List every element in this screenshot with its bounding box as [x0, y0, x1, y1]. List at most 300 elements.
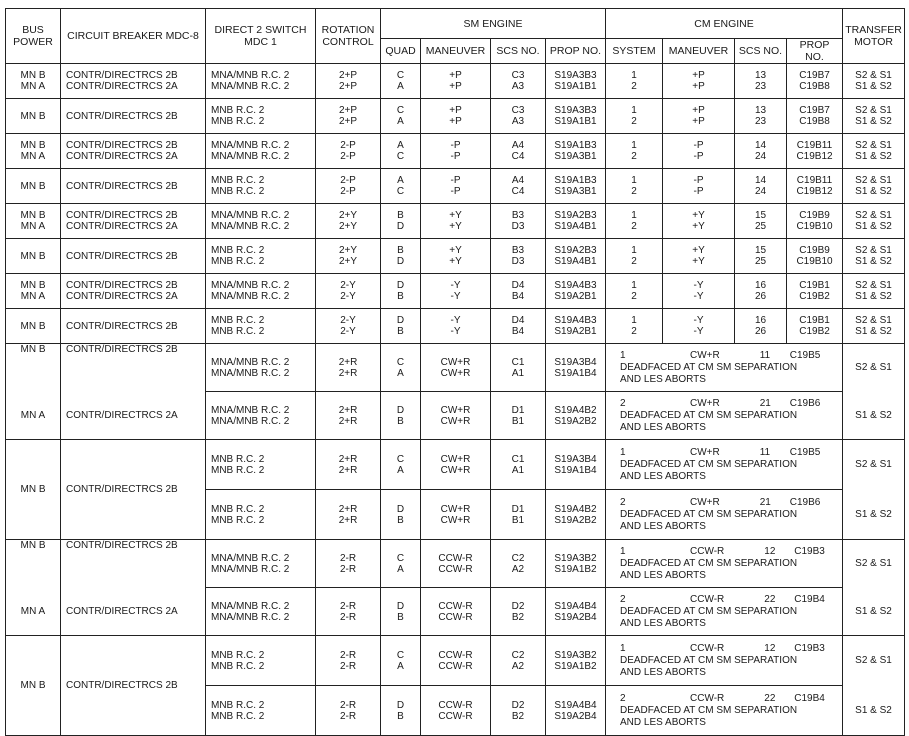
sm-prop-cell-line: S19A1B4: [554, 464, 597, 476]
sm-quad-cell-line: A: [397, 563, 404, 575]
bus-cell: MN B: [6, 540, 61, 588]
cm-deadface-cell: [606, 588, 843, 636]
transfer-motor-cell-line: S2 & S1: [855, 245, 892, 256]
cm-maneuver-cell: [663, 204, 735, 239]
sm-maneuver-cell: [421, 440, 491, 490]
transfer-motor-cell: S1 & S2: [843, 490, 905, 540]
sm-prop-cell: [546, 686, 606, 736]
sm-quad-cell-line: C: [396, 649, 405, 661]
sm-quad-cell-line: B: [397, 245, 404, 256]
sm-quad-cell: [381, 169, 421, 204]
switch-cell-line: MNB R.C. 2: [211, 105, 265, 116]
sm-prop-cell: [546, 239, 606, 274]
bus-cell: [6, 134, 61, 169]
sm-prop-cell-line: S19A3B1: [554, 151, 597, 162]
sm-scs-cell-line: D2: [511, 699, 525, 711]
sm-scs-cell-line: A2: [511, 660, 525, 672]
sm-maneuver-cell-line: CW+R: [440, 503, 471, 515]
switch-cell: [206, 239, 316, 274]
sm-scs-cell-line: B3: [511, 210, 525, 221]
sm-prop-cell: [546, 274, 606, 309]
sm-maneuver-cell-line: CCW-R: [438, 552, 473, 564]
sm-prop-cell: [546, 636, 606, 686]
cm-scs-cell-line: 23: [754, 81, 767, 92]
sm-scs-cell-line: A3: [511, 116, 525, 127]
breaker-cell-line: CONTR/DIRECTRCS 2B: [66, 210, 178, 221]
table-row: [6, 239, 905, 274]
switch-cell: [206, 588, 316, 636]
cm-maneuver-cell: [663, 134, 735, 169]
cm-maneuver-cell: [663, 169, 735, 204]
transfer-motor-cell-line: S2 & S1: [855, 280, 892, 291]
deadface-note-line: DEADFACED AT CM SM SEPARATION: [620, 409, 798, 421]
rotation-cell-line: 2+P: [338, 81, 358, 92]
rotation-cell-line: 2-P: [340, 186, 356, 197]
cm-prop-value: C19B3: [794, 642, 825, 654]
sm-scs-cell-line: C1: [511, 356, 525, 368]
cm-prop-cell: [787, 274, 843, 309]
sm-maneuver-cell-line: CCW-R: [438, 649, 473, 661]
bus-cell-line: MN B: [20, 70, 46, 81]
sm-maneuver-cell-line: CCW-R: [438, 660, 473, 672]
cm-prop-value: C19B4: [794, 692, 825, 704]
breaker-cell-line: CONTR/DIRECTRCS 2A: [66, 291, 178, 302]
sm-maneuver-cell: [421, 134, 491, 169]
table-row: [6, 99, 905, 134]
bus-cell: [6, 204, 61, 239]
cm-system-cell-line: 2: [631, 81, 637, 92]
rotation-cell-line: 2+R: [338, 503, 358, 515]
cm-scs-value: 11: [759, 349, 771, 361]
sm-prop-cell: [546, 64, 606, 99]
sm-prop-cell-line: S19A4B4: [554, 699, 597, 711]
rotation-cell: [316, 309, 381, 344]
rotation-cell-line: 2-R: [339, 611, 357, 623]
transfer-motor-cell-line: S1 & S2: [855, 221, 892, 232]
cm-maneuver-cell: [663, 274, 735, 309]
sm-quad-cell-line: A: [397, 175, 404, 186]
sm-prop-cell-line: S19A4B1: [554, 221, 597, 232]
transfer-motor-cell: [843, 274, 905, 309]
deadface-note-line: DEADFACED AT CM SM SEPARATION: [620, 654, 798, 666]
deadface-note-line: AND LES ABORTS: [620, 520, 706, 532]
sm-prop-cell: [546, 440, 606, 490]
cm-prop-value: C19B6: [789, 496, 821, 508]
deadface-note-line: DEADFACED AT CM SM SEPARATION: [620, 458, 798, 470]
sm-scs-cell-line: C3: [511, 70, 525, 81]
switch-cell-line: MNA/MNB R.C. 2: [211, 404, 290, 416]
switch-cell-line: MNA/MNB R.C. 2: [211, 280, 290, 291]
bus-cell-line: MN B: [20, 250, 46, 262]
breaker-cell: [61, 274, 206, 309]
switch-cell-line: MNA/MNB R.C. 2: [211, 151, 290, 162]
cm-deadface-cell: [606, 686, 843, 736]
cm-scs-cell: [735, 169, 787, 204]
rotation-cell-line: 2+R: [338, 464, 358, 476]
sm-prop-cell-line: S19A4B4: [554, 600, 597, 612]
sm-quad-cell-line: B: [397, 514, 404, 526]
breaker-cell-line: CONTR/DIRECTRCS 2B: [66, 110, 178, 122]
bus-cell-line: MN B: [20, 320, 46, 332]
switch-cell: [206, 440, 316, 490]
sm-maneuver-cell: [421, 344, 491, 392]
sm-scs-cell-line: C2: [511, 552, 525, 564]
cm-deadface-cell: [606, 440, 843, 490]
sm-prop-cell-line: S19A4B3: [554, 315, 597, 326]
rotation-cell-line: 2-R: [339, 563, 357, 575]
cm-system-cell: [606, 99, 663, 134]
transfer-motor-cell-line: S1 & S2: [855, 326, 892, 337]
breaker-cell: [61, 309, 206, 344]
cm-system-cell-line: 1: [631, 140, 637, 151]
sm-maneuver-cell-line: -Y: [450, 280, 461, 291]
deadface-note-line: AND LES ABORTS: [620, 373, 706, 385]
switch-cell: [206, 686, 316, 736]
transfer-motor-cell-line: S2 & S1: [855, 175, 892, 186]
sm-maneuver-cell-line: +P: [449, 105, 462, 116]
sm-prop-cell: [546, 204, 606, 239]
cm-prop-cell-line: C19B12: [796, 186, 833, 197]
cm-scs-cell: [735, 204, 787, 239]
cm-maneuver-cell: [663, 99, 735, 134]
breaker-cell-line: CONTR/DIRECTRCS 2A: [66, 151, 178, 162]
breaker-cell-line: CONTR/DIRECTRCS 2B: [66, 320, 178, 332]
sm-quad-cell-line: C: [396, 70, 405, 81]
sm-quad-cell-line: D: [396, 503, 405, 515]
table-row: [6, 274, 905, 309]
transfer-motor-cell: S2 & S1: [843, 440, 905, 490]
table-row: [6, 169, 905, 204]
rotation-cell: [316, 686, 381, 736]
sm-maneuver-cell-line: -P: [450, 175, 461, 186]
sm-quad-cell-line: A: [397, 140, 404, 151]
bus-cell-line: MN B: [20, 180, 46, 192]
cm-scs-cell-line: 24: [754, 151, 767, 162]
cm-system-cell-line: 1: [631, 280, 637, 291]
header-sm-quad: QUAD: [381, 39, 421, 64]
cm-maneuver-cell-line: -P: [693, 186, 704, 197]
rotation-cell: [316, 392, 381, 440]
sm-quad-cell-line: C: [396, 105, 405, 116]
deadface-note-line: AND LES ABORTS: [620, 569, 706, 581]
sm-maneuver-cell: [421, 64, 491, 99]
sm-quad-cell-line: A: [397, 367, 404, 379]
sm-maneuver-cell-line: CW+R: [440, 356, 471, 368]
rotation-cell-line: 2-R: [339, 649, 357, 661]
transfer-motor-cell: S2 & S1: [843, 636, 905, 686]
rotation-cell-line: 2-R: [339, 710, 357, 722]
rotation-cell-line: 2+P: [338, 116, 358, 127]
cm-prop-cell-line: C19B7: [799, 70, 830, 81]
sm-maneuver-cell-line: -P: [450, 186, 461, 197]
table-row: [6, 134, 905, 169]
transfer-motor-cell-line: S2 & S1: [855, 105, 892, 116]
header-circuit-breaker: CIRCUIT BREAKER MDC-8: [61, 9, 206, 64]
cm-prop-cell: [787, 169, 843, 204]
cm-prop-value: C19B4: [794, 593, 825, 605]
cm-system-cell: [606, 204, 663, 239]
bus-cell-line: MN A: [20, 221, 46, 232]
switch-cell-line: MNA/MNB R.C. 2: [211, 367, 290, 379]
sm-quad-cell: [381, 636, 421, 686]
cm-values-line: [620, 350, 840, 362]
sm-prop-cell-line: S19A1B3: [554, 140, 597, 151]
sm-scs-cell: [491, 99, 546, 134]
bus-cell: [6, 99, 61, 134]
bus-cell-line: MN A: [20, 291, 46, 302]
table-row: [6, 204, 905, 239]
sm-prop-cell-line: S19A2B4: [554, 710, 597, 722]
switch-cell-line: MNB R.C. 2: [211, 245, 265, 256]
sm-quad-cell: [381, 686, 421, 736]
cm-system-cell-line: 1: [631, 210, 637, 221]
rotation-cell-line: 2-P: [340, 140, 356, 151]
sm-maneuver-cell-line: CCW-R: [438, 600, 473, 612]
sm-prop-cell: [546, 344, 606, 392]
cm-prop-cell-line: C19B12: [796, 151, 833, 162]
cm-maneuver-cell-line: -Y: [693, 291, 704, 302]
sm-maneuver-cell: [421, 169, 491, 204]
rotation-cell: [316, 344, 381, 392]
sm-quad-cell-line: B: [397, 611, 404, 623]
sm-maneuver-cell-line: +P: [449, 81, 462, 92]
rotation-cell: [316, 239, 381, 274]
sm-scs-cell: [491, 239, 546, 274]
sm-quad-cell-line: B: [397, 291, 404, 302]
cm-scs-cell-line: 13: [754, 70, 767, 81]
sm-scs-cell: [491, 392, 546, 440]
rotation-cell: [316, 204, 381, 239]
cm-system-value: 2: [620, 397, 626, 409]
switch-cell: [206, 274, 316, 309]
switch-cell-line: MNA/MNB R.C. 2: [211, 291, 290, 302]
sm-scs-cell: [491, 540, 546, 588]
switch-cell: [206, 99, 316, 134]
cm-system-cell-line: 1: [631, 70, 637, 81]
header-cm-scs: SCS NO.: [735, 39, 787, 64]
switch-cell-line: MNA/MNB R.C. 2: [211, 415, 290, 427]
rotation-cell-line: 2+P: [338, 70, 358, 81]
sm-prop-cell-line: S19A2B2: [554, 514, 597, 526]
rotation-cell: [316, 540, 381, 588]
cm-scs-cell-line: 23: [754, 116, 767, 127]
rotation-cell-line: 2+R: [338, 453, 358, 465]
cm-scs-value: 12: [764, 642, 776, 654]
transfer-motor-cell-line: S1 & S2: [855, 81, 892, 92]
cm-maneuver-cell-line: +Y: [692, 210, 705, 221]
cm-scs-cell: [735, 239, 787, 274]
sm-quad-cell: [381, 239, 421, 274]
cm-system-cell: [606, 239, 663, 274]
transfer-motor-cell-line: S2 & S1: [855, 210, 892, 221]
rotation-cell-line: 2+Y: [338, 256, 358, 267]
breaker-cell: [61, 239, 206, 274]
sm-prop-cell-line: S19A4B2: [554, 503, 597, 515]
sm-prop-cell: [546, 99, 606, 134]
sm-quad-cell-line: C: [396, 186, 405, 197]
cm-system-cell-line: 2: [631, 186, 637, 197]
bus-cell: MN B: [6, 344, 61, 392]
cm-system-value: 1: [620, 642, 626, 654]
cm-system-cell: [606, 169, 663, 204]
switch-cell: [206, 344, 316, 392]
cm-system-cell-line: 1: [631, 105, 637, 116]
rotation-cell: [316, 636, 381, 686]
switch-cell-line: MNB R.C. 2: [211, 699, 265, 711]
cm-scs-cell-line: 13: [754, 105, 767, 116]
sm-scs-cell-line: D2: [511, 600, 525, 612]
rotation-cell-line: 2-R: [339, 600, 357, 612]
sm-maneuver-cell-line: CW+R: [440, 453, 471, 465]
sm-prop-cell-line: S19A2B1: [554, 326, 597, 337]
cm-scs-cell-line: 14: [754, 175, 767, 186]
rotation-cell: [316, 134, 381, 169]
sm-maneuver-cell-line: +Y: [449, 221, 462, 232]
sm-quad-cell-line: D: [396, 221, 405, 232]
switch-cell-line: MNB R.C. 2: [211, 710, 265, 722]
sm-quad-cell: [381, 64, 421, 99]
cm-prop-cell: [787, 134, 843, 169]
cm-prop-cell-line: C19B7: [799, 105, 830, 116]
sm-prop-cell: [546, 540, 606, 588]
switch-cell: [206, 540, 316, 588]
transfer-motor-cell: [843, 64, 905, 99]
table-row: [6, 309, 905, 344]
sm-scs-cell: [491, 64, 546, 99]
sm-quad-cell-line: C: [396, 552, 405, 564]
cm-system-value: 2: [620, 496, 626, 508]
cm-deadface-cell: [606, 392, 843, 440]
sm-prop-cell-line: S19A1B4: [554, 367, 597, 379]
switch-cell-line: MNA/MNB R.C. 2: [211, 70, 290, 81]
sm-quad-cell: [381, 274, 421, 309]
rotation-cell-line: 2-Y: [340, 291, 356, 302]
sm-prop-cell-line: S19A2B2: [554, 415, 597, 427]
cm-system-cell-line: 1: [631, 175, 637, 186]
breaker-cell-line: CONTR/DIRECTRCS 2B: [66, 70, 178, 81]
rotation-cell-line: 2-Y: [340, 280, 356, 291]
cm-maneuver-cell: [663, 309, 735, 344]
bus-cell: [6, 274, 61, 309]
sm-quad-cell-line: D: [396, 280, 405, 291]
cm-scs-cell-line: 16: [754, 315, 767, 326]
bus-cell: [6, 309, 61, 344]
rotation-cell-line: 2-Y: [340, 315, 356, 326]
sm-scs-cell-line: A2: [511, 563, 525, 575]
bus-cell: MN B: [6, 636, 61, 736]
cm-maneuver-cell: [663, 239, 735, 274]
header-cm-prop: PROP NO.: [787, 39, 843, 64]
cm-scs-cell-line: 14: [754, 140, 767, 151]
breaker-cell: CONTR/DIRECTRCS 2B: [61, 440, 206, 540]
sm-maneuver-cell: [421, 274, 491, 309]
sm-prop-cell-line: S19A3B2: [554, 552, 597, 564]
sm-prop-cell: [546, 309, 606, 344]
cm-prop-value: C19B5: [789, 349, 821, 361]
switch-cell-line: MNA/MNB R.C. 2: [211, 563, 290, 575]
cm-maneuver-value: CCW-R: [690, 545, 725, 557]
sm-maneuver-cell: [421, 309, 491, 344]
cm-maneuver-cell-line: +Y: [692, 221, 705, 232]
rotation-cell-line: 2-P: [340, 175, 356, 186]
cm-prop-cell-line: C19B1: [799, 280, 830, 291]
sm-scs-cell: [491, 440, 546, 490]
switch-cell-line: MNA/MNB R.C. 2: [211, 210, 290, 221]
rotation-cell-line: 2+Y: [338, 210, 358, 221]
sm-scs-cell-line: C4: [511, 186, 525, 197]
cm-maneuver-cell-line: +P: [692, 105, 705, 116]
cm-maneuver-cell-line: +P: [692, 116, 705, 127]
sm-quad-cell-line: D: [396, 404, 405, 416]
cm-scs-cell-line: 15: [754, 210, 767, 221]
cm-system-cell-line: 2: [631, 151, 637, 162]
breaker-cell: CONTR/DIRECTRCS 2B: [61, 540, 206, 588]
transfer-motor-cell-line: S1 & S2: [855, 256, 892, 267]
cm-prop-value: C19B6: [789, 397, 821, 409]
table-row-roll: [6, 540, 905, 588]
switch-cell-line: MNA/MNB R.C. 2: [211, 600, 290, 612]
cm-prop-cell-line: C19B9: [799, 210, 830, 221]
cm-maneuver-value: CW+R: [690, 397, 720, 409]
transfer-motor-cell-line: S1 & S2: [855, 151, 892, 162]
sm-maneuver-cell: [421, 392, 491, 440]
transfer-motor-cell: S1 & S2: [843, 588, 905, 636]
cm-maneuver-value: CW+R: [690, 349, 720, 361]
transfer-motor-cell: S2 & S1: [843, 540, 905, 588]
cm-prop-cell-line: C19B11: [796, 175, 833, 186]
sm-quad-cell-line: A: [397, 464, 404, 476]
bus-cell: MN A: [6, 392, 61, 440]
header-sm-maneuver: MANEUVER: [421, 39, 491, 64]
switch-cell-line: MNB R.C. 2: [211, 186, 265, 197]
switch-cell: [206, 134, 316, 169]
switch-cell-line: MNB R.C. 2: [211, 116, 265, 127]
sm-prop-cell-line: S19A3B1: [554, 186, 597, 197]
switch-cell: [206, 169, 316, 204]
breaker-cell: CONTR/DIRECTRCS 2A: [61, 588, 206, 636]
cm-values-line: [620, 693, 840, 705]
sm-prop-cell-line: S19A1B1: [554, 116, 597, 127]
header-sm-scs: SCS NO.: [491, 39, 546, 64]
rotation-cell-line: 2+R: [338, 356, 358, 368]
cm-scs-value: 21: [759, 397, 771, 409]
breaker-cell: [61, 169, 206, 204]
sm-scs-cell-line: C4: [511, 151, 525, 162]
switch-cell-line: MNB R.C. 2: [211, 464, 265, 476]
transfer-motor-cell: [843, 239, 905, 274]
switch-cell-line: MNA/MNB R.C. 2: [211, 81, 290, 92]
cm-prop-value: C19B3: [794, 545, 825, 557]
cm-values-line: [620, 546, 840, 558]
cm-scs-cell-line: 26: [754, 291, 767, 302]
sm-scs-cell-line: C1: [511, 453, 525, 465]
sm-prop-cell-line: S19A3B4: [554, 453, 597, 465]
sm-prop-cell-line: S19A2B3: [554, 245, 597, 256]
cm-scs-cell-line: 15: [754, 245, 767, 256]
cm-prop-cell-line: C19B9: [799, 245, 830, 256]
cm-maneuver-cell-line: -Y: [693, 326, 704, 337]
cm-values-line: [620, 643, 840, 655]
sm-maneuver-cell-line: -P: [450, 140, 461, 151]
cm-system-cell-line: 2: [631, 291, 637, 302]
cm-scs-value: 21: [759, 496, 771, 508]
sm-scs-cell-line: A1: [511, 367, 525, 379]
switch-cell-line: MNA/MNB R.C. 2: [211, 356, 290, 368]
cm-values-line: [620, 447, 840, 459]
sm-prop-cell-line: S19A1B3: [554, 175, 597, 186]
rotation-cell-line: 2+R: [338, 514, 358, 526]
sm-scs-cell-line: C2: [511, 649, 525, 661]
